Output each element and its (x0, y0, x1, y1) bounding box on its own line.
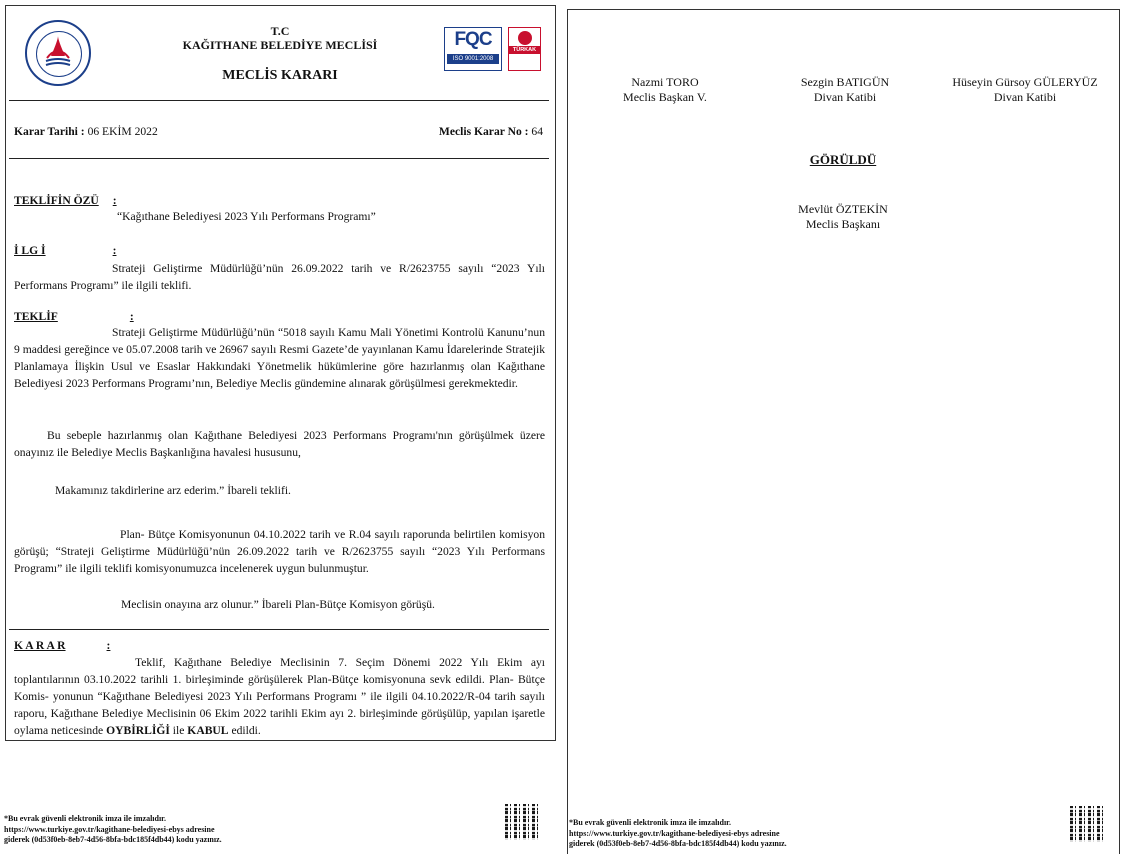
section-label-teklif: TEKLİF : (14, 310, 134, 323)
e-signature-footer-1: *Bu evrak güvenli elektronik imza ile imzalıdır. https://www.turkiye.gov.tr/kagithane-belediyesi-ebys adresine giderek (0d53f0eb-8eb7-4d56-8bfa-bdc185f4db44) kodu yazınız. (4, 814, 222, 844)
commission-opinion: Plan- Bütçe Komisyonunun 04.10.2022 tarih ve R.04 sayılı raporunda belirtilen komisyon görüşü; “Strateji Geliştirme Müdürlüğü’nün 26.09.2022 tarih ve R/2623755 sayılı “2023 Yılı Performans Programı” ile ilgili teklifi komisyonumuzca incelenerek uygun bulunmuştur. (14, 528, 545, 575)
qr-code-icon (1070, 806, 1106, 842)
proposal-paragraph-3: Makamınız takdirlerine arz ederim.” İbareli teklifi. (55, 484, 291, 497)
header-tc: T.C (270, 24, 290, 38)
decision-number: Meclis Karar No : 64 (438, 125, 543, 138)
verification-link[interactable]: https://www.turkiye.gov.tr/kagithane-belediyesi-ebys adresine (4, 824, 215, 834)
unanimous-label: OYBİRLİĞİ (106, 724, 170, 737)
header-council: KAĞITHANE BELEDİYE MECLİSİ (182, 38, 378, 52)
fqc-certificate-logo (444, 27, 502, 71)
signature-block-1: Nazmi TORO Meclis Başkan V. (623, 75, 707, 104)
document-page-2 (567, 9, 1120, 854)
commission-closing: Meclisin onayına arz olunur.” İbareli Plan-Bütçe Komisyon görüşü. (121, 598, 435, 611)
turkak-logo (508, 27, 541, 71)
document-title: MECLİS KARARI (222, 68, 338, 83)
qr-code-icon (505, 804, 541, 840)
iso-label: ISO 9001:2008 (447, 54, 499, 64)
verification-link[interactable]: https://www.turkiye.gov.tr/kagithane-belediyesi-ebys adresine (569, 828, 780, 838)
proposal-summary: “Kağıthane Belediyesi 2023 Yılı Performans Programı” (117, 210, 376, 223)
decision-text: Teklif, Kağıthane Belediye Meclisinin 7. Seçim Dönemi 2022 Yılı Ekim ayı toplantılarının 03.10.2022 tarihli 1. birleşiminde görüşülerek Plan-Bütçe komisyonuna sevk edildi. Plan- Bütçe Komis- yonunun “Kağıthane Belediyesi 2023 Yılı Performans Programı ” ile ilgili 04.10.2022/R-04 tarih sayılı raporu, Kağıthane Belediye Meclisinin 06 Ekim 2022 tarihli Ekim ayı 2. birleşiminde görüşülüp, yapılan işaretle oylama neticesinde OYBİRLİĞİ ile KABUL edildi. (14, 656, 545, 737)
document-page-1 (5, 5, 556, 741)
mayor-signature-block: Mevlüt ÖZTEKİN Meclis Başkanı (798, 202, 888, 231)
seen-label: GÖRÜLDÜ (809, 152, 877, 167)
divider (9, 100, 549, 101)
municipality-logo (25, 20, 91, 86)
e-signature-footer-2: *Bu evrak güvenli elektronik imza ile imzalıdır. https://www.turkiye.gov.tr/kagithane-belediyesi-ebys adresine giderek (0d53f0eb-8eb7-4d56-8bfa-bdc185f4db44) kodu yazınız. (569, 818, 787, 848)
proposal-paragraph-1: Strateji Geliştirme Müdürlüğü’nün “5018 sayılı Kamu Mali Yönetimi Kontrolü Kanunu’nun 9 maddesi gereğince ve 05.07.2008 tarih ve 26967 sayılı Resmi Gazete’de yayınlanan Kamu İdarelerinde Stratejik Planlamaya İlişkin Usul ve Esaslar Hakkındaki Yönetmelik hükümlerine göre hazırlanmış olan Kağıthane Belediyesi 2023 Performans Programı’nın, Belediye Meclis gündemine alınarak görüşülmesi gerekmektedir. (14, 326, 545, 390)
section-label-teklifin-ozu: TEKLİFİN ÖZÜ : (14, 194, 117, 207)
divider (9, 629, 549, 630)
signature-block-2: Sezgin BATIGÜN Divan Katibi (800, 75, 890, 104)
divider (9, 158, 549, 159)
decision-date: Karar Tarihi : 06 EKİM 2022 (14, 125, 158, 138)
accepted-label: KABUL (187, 724, 229, 737)
signature-block-3: Hüseyin Gürsoy GÜLERYÜZ Divan Katibi (952, 75, 1098, 104)
turkak-label: TÜRKAK (509, 46, 540, 54)
proposal-paragraph-2: Bu sebeple hazırlanmış olan Kağıthane Belediyesi 2023 Performans Programı'nın görüşülmek üzere onayınız ile Belediye Meclis Başkanlığına havalesi hususunu, (14, 429, 545, 459)
reference-text: Strateji Geliştirme Müdürlüğü’nün 26.09.2022 tarih ve R/2623755 sayılı “2023 Yılı Performans Programı” ile ilgili teklifi. (14, 262, 545, 292)
section-label-ilgi: İ LG İ : (14, 244, 117, 257)
fqc-label: FQC (454, 29, 492, 50)
section-label-karar: K A R A R : (14, 639, 111, 652)
